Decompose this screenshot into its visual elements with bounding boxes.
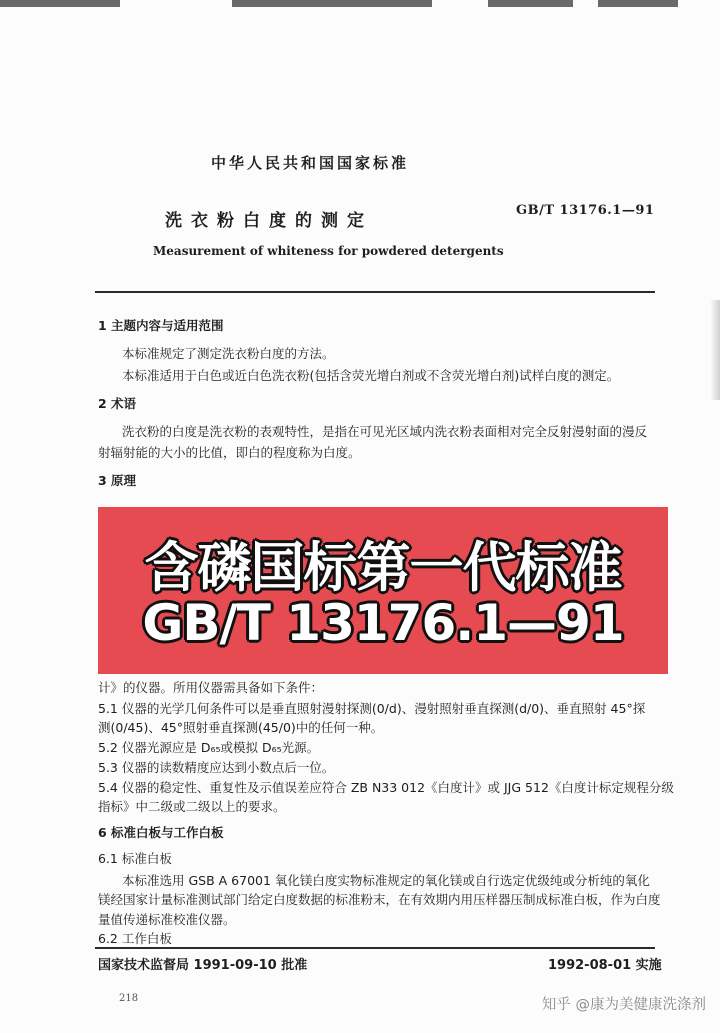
page-number: 218 [119,993,139,1004]
scan-right-edge [710,300,720,400]
section-5-item: 5.3 仪器的读数精度应达到小数点后一位。 [98,760,335,775]
approval-date: 国家技术监督局 1991-09-10 批准 [98,958,308,973]
section-5-item: 5.1 仪器的光学几何条件可以是垂直照射漫射探测(0/d)、漫射照射垂直探测(d/0)、垂直照射 45°探 [98,701,646,716]
document-title: 洗衣粉白度的测定 [165,211,373,231]
section-2-heading: 2 术语 [98,396,137,411]
section-5-item: 指标》中二级或二级以上的要求。 [98,799,286,814]
section-1-heading: 1 主题内容与适用范围 [98,318,224,333]
section-6-paragraph: 量值传递标准校准仪器。 [98,912,236,927]
standard-type: 中华人民共和国国家标准 [210,154,409,172]
footer-divider [95,947,655,949]
overlay-banner [98,507,668,674]
section-3-heading: 3 原理 [98,473,137,488]
section-5-intro: 计》的仪器。所用仪器需具备如下条件： [98,680,324,695]
section-1-paragraph: 本标准适用于白色或近白色洗衣粉(包括含荧光增白剂或不含荧光增白剂)试样白度的测定。 [122,368,620,383]
standard-number: GB/T 13176.1—91 [516,203,655,218]
section-6-2-heading: 6.2 工作白板 [98,931,172,946]
banner-title: 含磷国标第一代标准 [144,536,622,599]
implementation-date: 1992-08-01 实施 [548,958,662,973]
section-6-heading: 6 标准白板与工作白板 [98,825,224,840]
section-5-item: 5.2 仪器光源应是 D₆₅或模拟 D₆₅光源。 [98,740,320,755]
scan-top-edge [0,0,720,10]
section-1-paragraph: 本标准规定了测定洗衣粉白度的方法。 [122,346,335,361]
section-6-paragraph: 本标准选用 GSB A 67001 氧化镁白度实物标准规定的氧化镁或自行选定优级纯或分析纯的氧化 [122,873,650,888]
section-2-paragraph: 洗衣粉的白度是洗衣粉的表观特性，是指在可见光区域内洗衣粉表面相对完全反射漫射面的漫反 [122,424,648,439]
section-6-paragraph: 镁经国家计量标准测试部门给定白度数据的标准粉末，在有效期内用压样器压制成标准白板，作为白度 [98,892,661,907]
section-2-paragraph: 射辐射能的大小的比值，即白的程度称为白度。 [98,445,361,460]
banner-standard-number: GB/T 13176.1—91 [142,594,624,652]
section-5-item: 测(0/45)、45°照射垂直探测(45/0)中的任何一种。 [98,720,384,735]
header-divider [95,291,655,293]
english-title: Measurement of whiteness for powdered detergents [153,244,504,258]
section-6-1-heading: 6.1 标准白板 [98,851,172,866]
section-5-item: 5.4 仪器的稳定性、重复性及示值误差应符合 ZB N33 012《白度计》或 JJG 512《白度计标定规程分级 [98,780,674,795]
watermark: 知乎 @康为美健康洗涤剂 [541,997,706,1013]
